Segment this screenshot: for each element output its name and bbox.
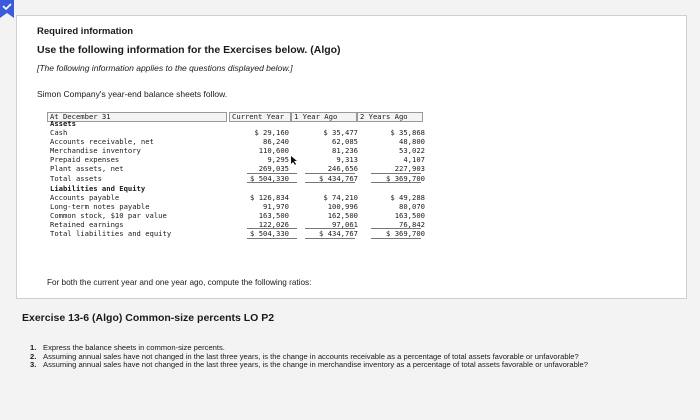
row-label: Common stock, $10 par value (50, 211, 167, 220)
cell-value: 163,500 (394, 211, 425, 220)
cell-value: 9,295 (267, 155, 289, 164)
cell-value: $ 369,700 (386, 229, 425, 238)
column-header: Current Year (229, 112, 291, 122)
instructions-heading: Use the following information for the Exercises below. (Algo) (37, 44, 341, 56)
compute-ratios-text: For both the current year and one year ago, compute the following ratios: (47, 278, 312, 287)
column-header: 2 Years Ago (357, 112, 423, 122)
underline-rule (305, 182, 355, 183)
column-header: 1 Year Ago (291, 112, 357, 122)
underline-rule (371, 173, 421, 174)
row-label: Prepaid expenses (50, 155, 120, 164)
cell-value: $ 35,868 (390, 128, 425, 137)
row-label: Plant assets, net (50, 164, 124, 173)
row-label: Long-term notes payable (50, 202, 150, 211)
underline-rule (371, 228, 421, 229)
cell-value: $ 434,767 (319, 229, 358, 238)
row-label: Assets (50, 119, 76, 128)
instructions-note: [The following information applies to the questions displayed below.] (37, 63, 293, 73)
underline-rule (247, 228, 297, 229)
cell-value: $ 29,160 (254, 128, 289, 137)
cell-value: 162,500 (327, 211, 358, 220)
cell-value: $ 369,700 (386, 174, 425, 183)
cell-value: 4,107 (403, 155, 425, 164)
required-information-panel (16, 15, 687, 299)
underline-rule (305, 228, 355, 229)
question-list (30, 344, 640, 370)
question-text: Express the balance sheets in common-size percents. (43, 343, 225, 352)
row-label: Liabilities and Equity (50, 184, 146, 193)
cell-value: 86,240 (263, 137, 289, 146)
row-label: Retained earnings (50, 220, 124, 229)
underline-rule (371, 238, 421, 239)
balance-sheet-intro: Simon Company's year-end balance sheets follow. (37, 89, 228, 99)
question-text: Assuming annual sales have not changed in the last three years, is the change in merchandise inventory as a percentage of total assets favorable or unfavorable? (43, 360, 588, 370)
cell-value: 227,903 (394, 164, 425, 173)
cell-value: 53,022 (399, 146, 425, 155)
underline-rule (247, 182, 297, 183)
row-label: Cash (50, 128, 68, 137)
question-number: 1. (30, 343, 37, 352)
row-label: Accounts receivable, net (50, 137, 154, 146)
required-information-title: Required information (37, 26, 134, 37)
cell-value: $ 35,477 (323, 128, 358, 137)
cell-value: 80,070 (399, 202, 425, 211)
exercise-title: Exercise 13-6 (Algo) Common-size percents LO P2 (22, 312, 275, 324)
cell-value: 269,035 (258, 164, 289, 173)
cell-value: 76,842 (399, 220, 425, 229)
question-item (30, 361, 640, 370)
cursor-icon (291, 156, 298, 165)
row-label: Total liabilities and equity (50, 229, 172, 238)
cell-value: $ 126,834 (250, 193, 289, 202)
cell-value: $ 504,330 (250, 174, 289, 183)
question-number: 2. (30, 351, 37, 361)
underline-rule (247, 238, 297, 239)
underline-rule (247, 173, 297, 174)
cell-value: 81,236 (332, 146, 358, 155)
cell-value: $ 434,767 (319, 174, 358, 183)
cell-value: 9,313 (336, 155, 358, 164)
cell-value: $ 49,288 (390, 193, 425, 202)
underline-rule (371, 182, 421, 183)
underline-rule (305, 238, 355, 239)
row-label: Merchandise inventory (50, 146, 141, 155)
cell-value: $ 504,330 (250, 229, 289, 238)
bookmark-icon (0, 0, 14, 18)
cell-value: 91,970 (263, 202, 289, 211)
table-header-label: At December 31 (47, 112, 227, 122)
question-number: 3. (30, 360, 37, 370)
row-label: Accounts payable (50, 193, 120, 202)
cell-value: 62,085 (332, 137, 358, 146)
cell-value: 48,800 (399, 137, 425, 146)
row-label: Total assets (50, 174, 102, 183)
underline-rule (305, 173, 355, 174)
question-text: Assuming annual sales have not changed in the last three years, is the change in accounts receivable as a percentage of total assets favorable or unfavorable? (43, 351, 579, 361)
cell-value: 163,500 (258, 211, 289, 220)
cell-value: $ 74,210 (323, 193, 358, 202)
cell-value: 110,600 (258, 146, 289, 155)
cell-value: 122,026 (258, 220, 289, 229)
cell-value: 97,061 (332, 220, 358, 229)
cell-value: 100,996 (327, 202, 358, 211)
cell-value: 246,656 (327, 164, 358, 173)
